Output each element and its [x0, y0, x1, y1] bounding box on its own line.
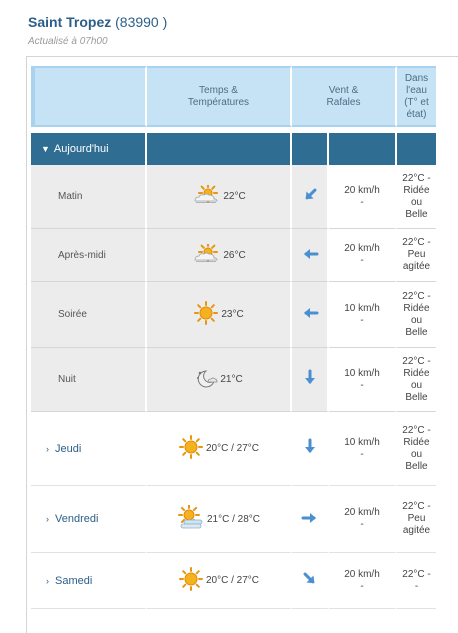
wind-speed-cell: [329, 553, 397, 609]
water-line: Ridée: [403, 302, 430, 314]
temperature: 20°C / 27°C: [205, 575, 260, 586]
wind-direction-cell: [292, 229, 329, 282]
wind-line: -: [360, 314, 364, 326]
temperature: 22°C: [223, 191, 246, 202]
partly-cloudy-icon: [191, 185, 221, 208]
period-row: [31, 348, 436, 412]
water-line: 22°C -: [402, 172, 431, 184]
wind-direction-cell: [292, 165, 329, 229]
period-label: Après-midi: [31, 229, 147, 282]
today-toggle-row[interactable]: [31, 133, 436, 165]
wind-arrow-icon: [301, 369, 319, 390]
water-line: Belle: [405, 208, 428, 220]
water-line: Belle: [405, 391, 428, 403]
wind-speed-cell: [329, 282, 397, 348]
wind-direction-cell: [292, 282, 329, 348]
day-row[interactable]: [31, 486, 436, 553]
weather-cell: [147, 412, 292, 486]
wind-arrow-icon: [301, 245, 319, 266]
temperature: 20°C / 27°C: [205, 443, 260, 454]
wind-speed-cell: [329, 412, 397, 486]
wind-line: 20 km/h: [344, 507, 380, 518]
chevron-right-icon: ›: [46, 443, 49, 454]
water-condition-cell: [397, 553, 436, 609]
updated-time: Actualisé à 07h00: [28, 36, 108, 47]
wind-direction-cell: [292, 348, 329, 412]
wind-arrow-icon: [301, 438, 319, 459]
day-label[interactable]: › Samedi: [31, 553, 147, 609]
temperature: 26°C: [223, 249, 246, 261]
water-condition-cell: [397, 282, 436, 348]
weather-cell: [147, 553, 292, 609]
sun-icon: [178, 566, 204, 595]
period-label: Soirée: [31, 282, 147, 348]
period-row: [31, 229, 436, 282]
water-line: 22°C -: [402, 290, 431, 302]
weather-cell: [147, 165, 292, 229]
weather-cell: [147, 229, 292, 282]
water-condition-cell: [397, 229, 436, 282]
water-condition-cell: [397, 486, 436, 553]
water-line: 22°C -: [402, 237, 431, 248]
temperature: 23°C: [221, 309, 244, 320]
wind-arrow-icon: [301, 304, 319, 325]
water-line: agitée: [402, 261, 431, 272]
water-line: -: [414, 580, 419, 592]
water-line: ou: [410, 448, 423, 460]
weather-cell: [147, 348, 292, 412]
table-header: [31, 66, 436, 127]
period-label: Nuit: [31, 348, 147, 412]
period-row: [31, 282, 436, 348]
water-condition-cell: [397, 348, 436, 412]
wind-line: 20 km/h: [344, 243, 380, 254]
city-name: Saint Tropez: [28, 14, 112, 30]
day-label[interactable]: › Jeudi: [31, 412, 147, 486]
wind-line: 10 km/h: [344, 436, 380, 448]
period-label: Matin: [31, 165, 147, 229]
forecast-table: [31, 66, 436, 609]
water-line: Peu: [407, 249, 426, 260]
wind-line: 10 km/h: [344, 302, 380, 314]
water-line: ou: [410, 314, 423, 326]
wind-line: 20 km/h: [344, 184, 380, 196]
wind-speed-cell: [329, 486, 397, 553]
water-line: Belle: [405, 460, 428, 472]
water-line: Peu: [407, 513, 426, 524]
wind-speed-cell: [329, 348, 397, 412]
partly-cloudy-icon: [191, 244, 221, 267]
wind-arrow-icon: [301, 570, 319, 591]
water-line: 22°C -: [402, 424, 431, 436]
night-icon: [194, 367, 218, 392]
wind-line: -: [360, 196, 364, 208]
header-wind: Vent & Rafales: [292, 66, 397, 127]
chevron-right-icon: ›: [46, 514, 49, 524]
water-line: Ridée: [403, 184, 430, 196]
wind-direction-cell: [292, 486, 329, 553]
wind-line: -: [360, 379, 364, 391]
weather-cell: [147, 282, 292, 348]
water-line: agitée: [402, 525, 431, 536]
page-title: [28, 14, 167, 30]
wind-direction-cell: [292, 412, 329, 486]
water-line: Ridée: [403, 367, 430, 379]
period-row: [31, 165, 436, 229]
water-line: Belle: [405, 326, 428, 338]
wind-direction-cell: [292, 553, 329, 609]
today-toggle[interactable]: ▼ Aujourd'hui: [31, 133, 147, 165]
wind-line: -: [360, 580, 364, 592]
chevron-right-icon: ›: [46, 575, 49, 586]
water-line: ou: [410, 196, 423, 208]
wind-line: 10 km/h: [344, 367, 380, 379]
water-line: 22°C -: [402, 501, 431, 512]
header-water: Dans l'eau (T° et état): [397, 66, 436, 127]
day-label[interactable]: › Vendredi: [31, 486, 147, 553]
water-line: Ridée: [403, 436, 430, 448]
wind-arrow-icon: [301, 509, 319, 530]
day-row[interactable]: [31, 553, 436, 609]
wind-line: -: [360, 255, 364, 266]
wind-arrow-icon: [301, 186, 319, 207]
sun-cloud-icon: [177, 505, 205, 534]
wind-line: -: [360, 519, 364, 530]
wind-speed-cell: [329, 165, 397, 229]
wind-speed-cell: [329, 229, 397, 282]
header-period: [31, 66, 147, 127]
day-row[interactable]: [31, 412, 436, 486]
water-line: 22°C -: [402, 568, 431, 580]
water-condition-cell: [397, 165, 436, 229]
postal-code: (83990 ): [115, 14, 168, 30]
temperature: 21°C: [220, 374, 243, 385]
sun-icon: [178, 434, 204, 463]
chevron-down-icon: ▼: [41, 144, 50, 154]
water-line: 22°C -: [402, 355, 431, 367]
wind-line: -: [360, 448, 364, 460]
water-condition-cell: [397, 412, 436, 486]
temperature: 21°C / 28°C: [206, 513, 261, 525]
wind-line: 20 km/h: [344, 568, 380, 580]
sun-icon: [193, 300, 219, 329]
header-temp: Temps & Températures: [147, 66, 292, 127]
water-line: ou: [410, 379, 423, 391]
weather-cell: [147, 486, 292, 553]
